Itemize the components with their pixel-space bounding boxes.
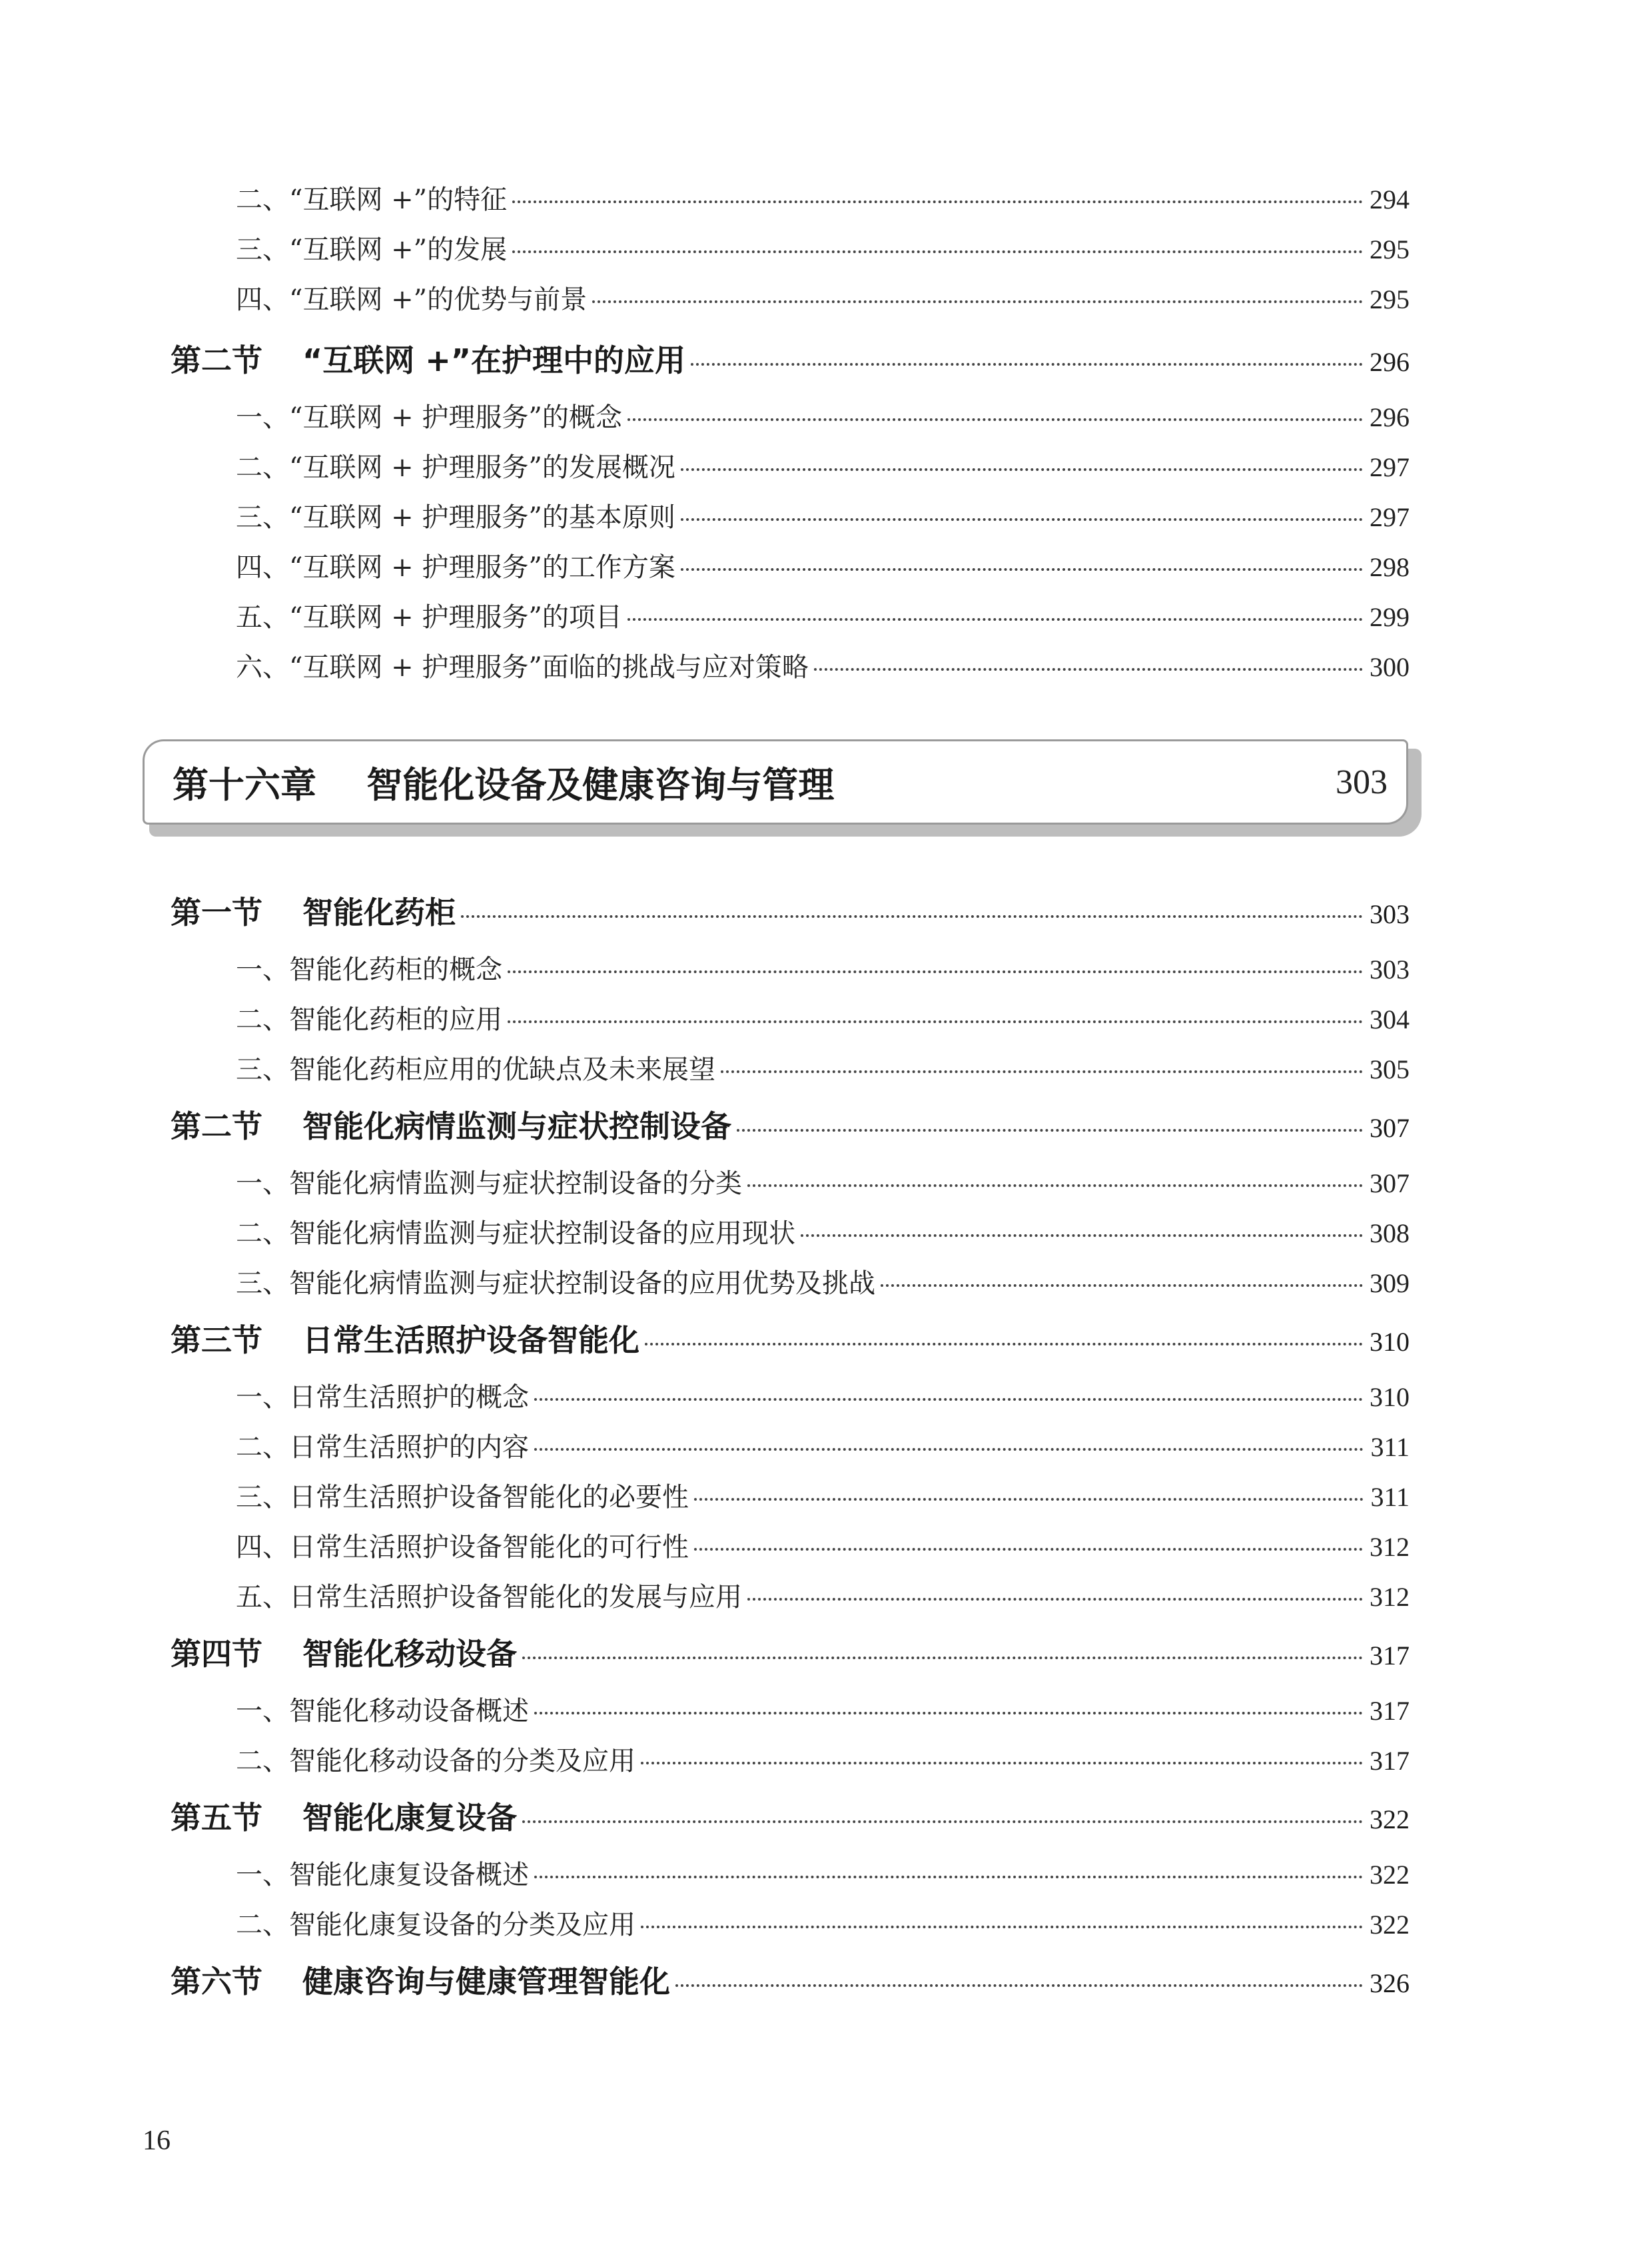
toc-item[interactable] [171, 592, 1410, 642]
toc-item[interactable] [171, 1736, 1410, 1786]
leader-dots [801, 1234, 1363, 1237]
toc-item[interactable] [171, 994, 1410, 1044]
toc-section-heading[interactable] [171, 328, 1410, 392]
leader-dots [522, 1657, 1363, 1659]
toc-item-title: 一、智能化移动设备概述 [236, 1696, 529, 1726]
section-title: “互联网 +”在护理中的应用 [302, 342, 686, 378]
leader-dots [508, 1020, 1363, 1023]
toc-item-title: 一、智能化病情监测与症状控制设备的分类 [236, 1168, 742, 1199]
toc-item[interactable] [171, 642, 1410, 692]
toc-item-page: 304 [1370, 1004, 1410, 1034]
toc-item-page: 294 [1370, 185, 1410, 214]
toc-item-page: 300 [1370, 652, 1410, 682]
section-label: 第五节 [171, 1800, 262, 1836]
section-page: 310 [1370, 1327, 1410, 1357]
toc-item-title: 二、“互联网 +”的特征 [236, 185, 508, 215]
section-page: 303 [1370, 899, 1410, 929]
toc-item-page: 297 [1370, 452, 1410, 482]
toc-item-title: 二、“互联网 + 护理服务”的发展概况 [236, 452, 675, 483]
leader-dots [641, 1926, 1363, 1928]
toc-item-page: 298 [1370, 552, 1410, 582]
section-title: 智能化康复设备 [302, 1800, 517, 1836]
leader-dots [814, 668, 1363, 671]
toc-item-page: 311 [1370, 1482, 1410, 1512]
toc-section-heading[interactable] [171, 1622, 1410, 1686]
toc-item-title: 三、智能化药柜应用的优缺点及未来展望 [236, 1054, 715, 1085]
section-page: 296 [1370, 347, 1410, 377]
leader-dots [592, 300, 1363, 303]
toc-item-title: 三、“互联网 + 护理服务”的基本原则 [236, 502, 675, 533]
section-label: 第一节 [171, 895, 262, 931]
toc-item-title: 二、智能化药柜的应用 [236, 1004, 502, 1035]
section-title: 智能化移动设备 [302, 1636, 517, 1672]
toc-item-title: 四、“互联网 + 护理服务”的工作方案 [236, 552, 675, 583]
toc-item-title: 一、智能化药柜的概念 [236, 954, 502, 985]
section-page: 322 [1370, 1804, 1410, 1834]
leader-dots [627, 418, 1363, 421]
leader-dots [627, 618, 1363, 621]
toc-item[interactable] [171, 442, 1410, 492]
page-number: 16 [143, 2125, 171, 2156]
leader-dots [534, 1448, 1364, 1451]
toc-section-heading[interactable] [171, 881, 1410, 944]
toc-item-page: 317 [1370, 1746, 1410, 1776]
toc-item-title: 一、日常生活照护的概念 [236, 1382, 529, 1413]
toc-item-page: 295 [1370, 284, 1410, 314]
toc-item-page: 299 [1370, 602, 1410, 632]
toc-item-title: 四、“互联网 +”的优势与前景 [236, 284, 588, 315]
toc-item[interactable] [171, 1522, 1410, 1572]
leader-dots [737, 1129, 1363, 1132]
toc-item-page: 295 [1370, 234, 1410, 264]
section-page: 307 [1370, 1113, 1410, 1143]
toc-item-page: 312 [1370, 1582, 1410, 1612]
toc-item-page: 322 [1370, 1860, 1410, 1890]
leader-dots [721, 1070, 1363, 1073]
toc-upper-block [171, 175, 1410, 692]
leader-dots [645, 1343, 1363, 1345]
section-title: 健康咨询与健康管理智能化 [302, 1964, 670, 2000]
toc-item-page: 303 [1370, 954, 1410, 984]
toc-item-page: 322 [1370, 1910, 1410, 1940]
toc-item[interactable] [171, 1208, 1410, 1258]
leader-dots [681, 468, 1363, 471]
toc-item-title: 二、智能化康复设备的分类及应用 [236, 1910, 635, 1940]
leader-dots [512, 200, 1363, 203]
section-label: 第二节 [171, 1108, 262, 1144]
section-page: 326 [1370, 1968, 1410, 1998]
leader-dots [747, 1598, 1363, 1601]
toc-section-heading[interactable] [171, 1786, 1410, 1850]
toc-item-page: 312 [1370, 1532, 1410, 1562]
toc-item-page: 296 [1370, 402, 1410, 432]
toc-item-page: 308 [1370, 1218, 1410, 1248]
toc-item-title: 四、日常生活照护设备智能化的可行性 [236, 1532, 689, 1563]
section-label: 第六节 [171, 1964, 262, 2000]
toc-item[interactable] [171, 1422, 1410, 1472]
toc-item-title: 一、智能化康复设备概述 [236, 1860, 529, 1890]
toc-item-title: 三、“互联网 +”的发展 [236, 234, 508, 265]
section-label: 第四节 [171, 1636, 262, 1672]
leader-dots [694, 1498, 1364, 1501]
toc-item[interactable] [171, 224, 1410, 274]
leader-dots [641, 1762, 1363, 1764]
section-label: 第三节 [171, 1322, 262, 1358]
toc-item[interactable] [171, 1686, 1410, 1736]
toc-item-page: 309 [1370, 1268, 1410, 1298]
leader-dots [461, 915, 1363, 918]
toc-item-title: 五、日常生活照护设备智能化的发展与应用 [236, 1582, 742, 1613]
toc-item[interactable] [171, 175, 1410, 224]
section-title: 日常生活照护设备智能化 [302, 1322, 639, 1358]
leader-dots [534, 1876, 1363, 1878]
toc-item-title: 三、智能化病情监测与症状控制设备的应用优势及挑战 [236, 1268, 875, 1299]
toc-item[interactable] [171, 392, 1410, 442]
toc-item-page: 305 [1370, 1054, 1410, 1084]
toc-section-heading[interactable] [171, 1094, 1410, 1158]
section-title: 智能化药柜 [302, 895, 456, 931]
toc-item[interactable] [171, 1258, 1410, 1308]
toc-item-title: 二、智能化病情监测与症状控制设备的应用现状 [236, 1218, 795, 1249]
toc-item[interactable] [171, 492, 1410, 542]
toc-item[interactable] [171, 1572, 1410, 1622]
chapter-title: 第十六章 智能化设备及健康咨询与管理 [173, 763, 835, 806]
toc-item[interactable] [171, 1850, 1410, 1900]
toc-item[interactable] [171, 274, 1410, 324]
toc-item-page: 317 [1370, 1696, 1410, 1726]
toc-item-title: 六、“互联网 + 护理服务”面临的挑战与应对策略 [236, 652, 809, 683]
leader-dots [675, 1984, 1363, 1987]
toc-item-title: 二、日常生活照护的内容 [236, 1432, 529, 1463]
toc-item-page: 297 [1370, 502, 1410, 532]
toc-item-title: 二、智能化移动设备的分类及应用 [236, 1746, 635, 1776]
leader-dots [681, 568, 1363, 571]
leader-dots [881, 1284, 1363, 1287]
leader-dots [512, 250, 1363, 253]
toc-lower-block [171, 881, 1410, 2014]
chapter-page: 303 [1336, 763, 1388, 801]
toc-item[interactable] [171, 1158, 1410, 1208]
toc-item[interactable] [171, 1372, 1410, 1422]
section-label: 第二节 [171, 342, 262, 378]
toc-item-page: 311 [1370, 1432, 1410, 1462]
leader-dots [534, 1712, 1363, 1714]
toc-item[interactable] [171, 1900, 1410, 1950]
leader-dots [522, 1820, 1363, 1823]
toc-section-heading[interactable] [171, 1308, 1410, 1372]
chapter-banner-box [143, 739, 1408, 825]
toc-item-title: 三、日常生活照护设备智能化的必要性 [236, 1482, 689, 1513]
toc-item[interactable] [171, 542, 1410, 592]
toc-item[interactable] [171, 1044, 1410, 1094]
leader-dots [534, 1398, 1363, 1401]
toc-item-page: 310 [1370, 1382, 1410, 1412]
toc-item-page: 307 [1370, 1168, 1410, 1198]
toc-item-title: 一、“互联网 + 护理服务”的概念 [236, 402, 622, 433]
leader-dots [747, 1184, 1363, 1187]
chapter-banner[interactable] [143, 739, 1415, 839]
toc-section-heading[interactable] [171, 1950, 1410, 2014]
leader-dots [681, 518, 1363, 521]
section-title: 智能化病情监测与症状控制设备 [302, 1108, 731, 1144]
leader-dots [694, 1548, 1363, 1551]
section-page: 317 [1370, 1641, 1410, 1671]
toc-item[interactable] [171, 944, 1410, 994]
leader-dots [508, 970, 1363, 973]
toc-item-title: 五、“互联网 + 护理服务”的项目 [236, 602, 622, 633]
leader-dots [691, 363, 1363, 366]
toc-item[interactable] [171, 1472, 1410, 1522]
